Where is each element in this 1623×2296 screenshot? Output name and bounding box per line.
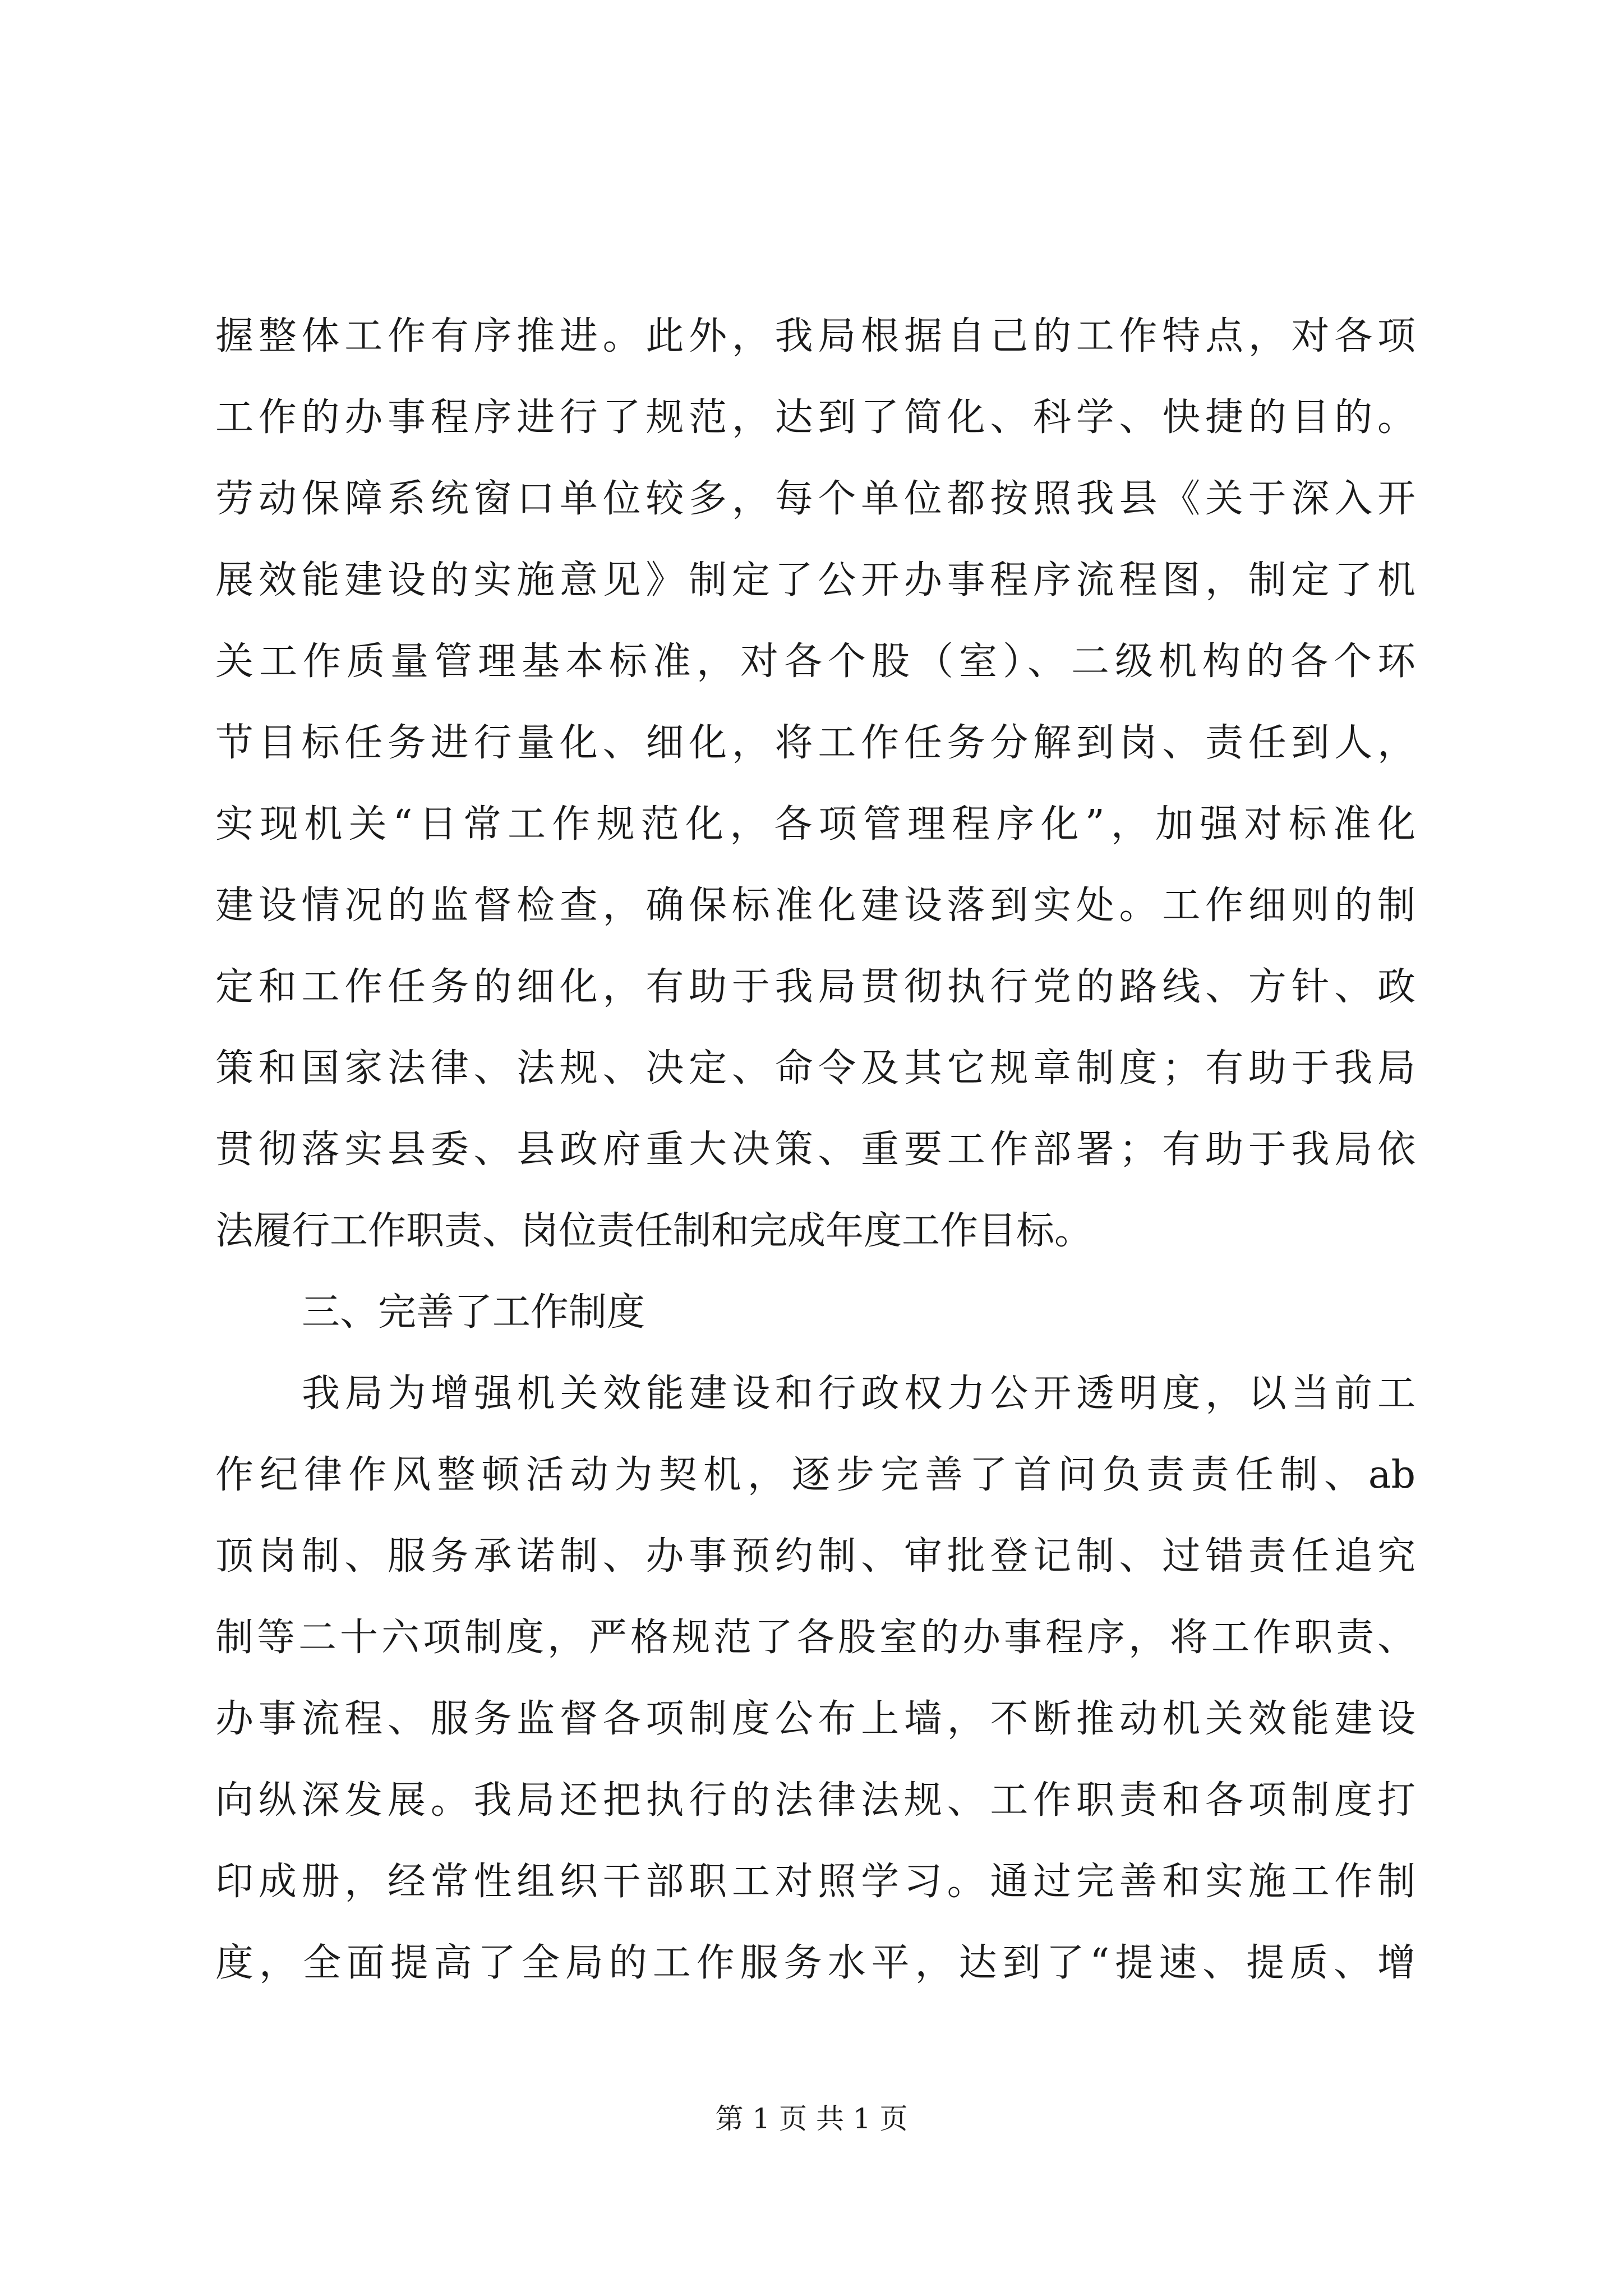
body-line-12: 法履行工作职责、岗位责任制和完成年度工作目标。 bbox=[215, 1209, 1093, 1253]
body-line-19: 向纵深发展。我局还把执行的法律法规、工作职责和各项制度打 bbox=[215, 1778, 1415, 1823]
body-line-20: 印成册，经常性组织干部职工对照学习。通过完善和实施工作制 bbox=[215, 1860, 1415, 1904]
body-line-18: 办事流程、服务监督各项制度公布上墙，不断推动机关效能建设 bbox=[215, 1697, 1415, 1741]
body-line-7: 实现机关“日常工作规范化，各项管理程序化”，加强对标准化 bbox=[215, 802, 1415, 846]
body-line-14: 我局为增强机关效能建设和行政权力公开透明度，以当前工 bbox=[302, 1372, 1415, 1416]
body-line-15: 作纪律作风整顿活动为契机，逐步完善了首问负责责任制、ab bbox=[215, 1453, 1415, 1497]
body-line-2: 工作的办事程序进行了规范，达到了简化、科学、快捷的目的。 bbox=[215, 395, 1415, 440]
body-line-21: 度，全面提高了全局的工作服务水平，达到了“提速、提质、增 bbox=[215, 1941, 1415, 1985]
body-line-3: 劳动保障系统窗口单位较多，每个单位都按照我县《关于深入开 bbox=[215, 477, 1415, 521]
body-line-16: 顶岗制、服务承诺制、办事预约制、审批登记制、过错责任追究 bbox=[215, 1534, 1415, 1579]
body-line-10: 策和国家法律、法规、决定、命令及其它规章制度；有助于我局 bbox=[215, 1046, 1415, 1091]
body-line-8: 建设情况的监督检查，确保标准化建设落到实处。工作细则的制 bbox=[215, 884, 1415, 928]
body-line-6: 节目标任务进行量化、细化，将工作任务分解到岗、责任到人， bbox=[215, 721, 1415, 765]
page-footer: 第 1 页 共 1 页 bbox=[715, 2102, 908, 2135]
body-line-9: 定和工作任务的细化，有助于我局贯彻执行党的路线、方针、政 bbox=[215, 965, 1415, 1009]
section-heading: 三、完善了工作制度 bbox=[302, 1290, 645, 1335]
body-line-17: 制等二十六项制度，严格规范了各股室的办事程序，将工作职责、 bbox=[215, 1616, 1415, 1660]
body-line-1: 握整体工作有序推进。此外，我局根据自己的工作特点，对各项 bbox=[215, 314, 1415, 358]
body-line-5: 关工作质量管理基本标准，对各个股（室）、二级机构的各个环 bbox=[215, 639, 1415, 684]
body-line-11: 贯彻落实县委、县政府重大决策、重要工作部署；有助于我局依 bbox=[215, 1128, 1415, 1172]
body-line-4: 展效能建设的实施意见》制定了公开办事程序流程图，制定了机 bbox=[215, 558, 1415, 602]
